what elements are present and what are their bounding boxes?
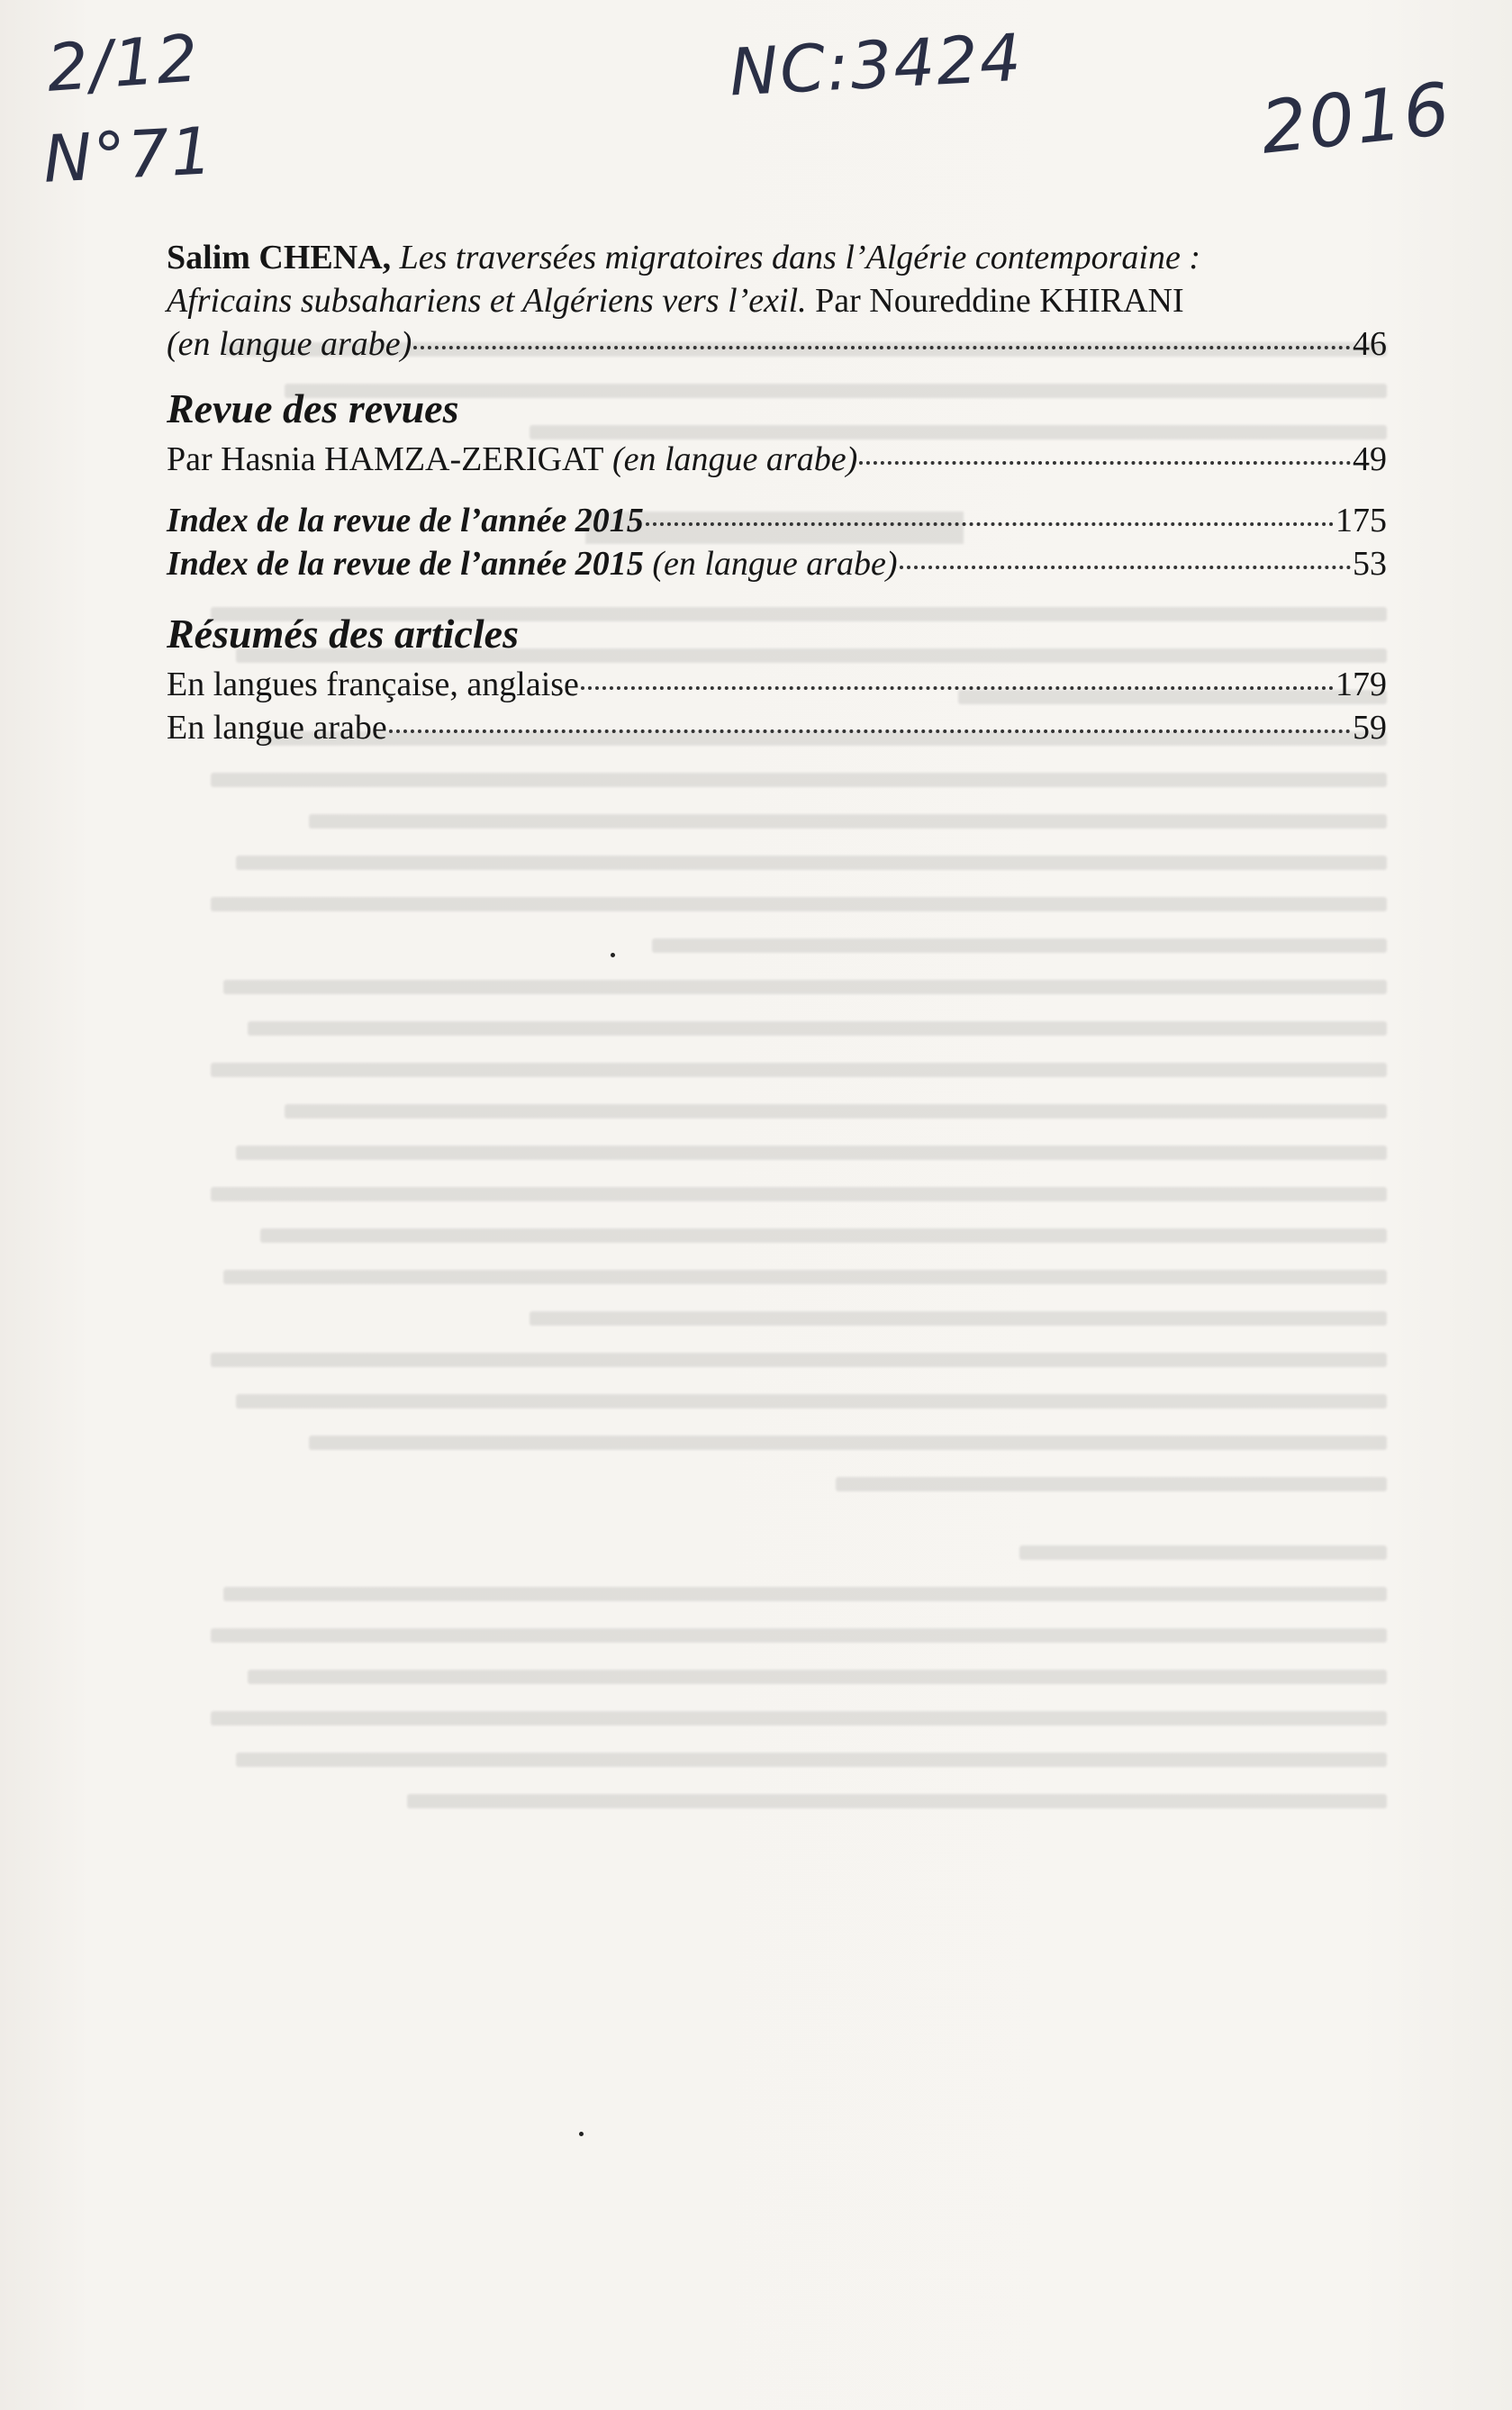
entry-text: Index de la revue de l’année 2015	[167, 502, 644, 539]
entry-author: Salim CHENA,	[167, 239, 392, 276]
entry-text: Index de la revue de l’année 2015	[167, 545, 644, 583]
entry-text: En langue arabe	[167, 709, 387, 747]
handwritten-fraction: 2/12	[44, 20, 203, 106]
toc-entry-resume-ar	[167, 706, 1387, 749]
entry-text: En langues française, anglaise	[167, 666, 579, 703]
table-of-contents	[167, 236, 1387, 749]
entry-language-note: (en langue arabe)	[167, 325, 412, 363]
handwritten-reference: NC:3424	[728, 19, 1025, 111]
dot-leader	[581, 677, 1334, 690]
toc-entry-revue	[167, 438, 1387, 481]
dot-leader	[413, 337, 1351, 349]
toc-entry-index-arabic	[167, 542, 1387, 585]
scan-speck	[611, 953, 615, 957]
entry-reviewer: Par Noureddine KHIRANI	[815, 282, 1184, 320]
section-heading-revue-des-revues: Revue des revues	[167, 385, 459, 431]
entry-language-note: (en langue arabe)	[611, 440, 858, 478]
entry-title-line-2: Africains subsahariens et Algériens vers l’exil.	[167, 282, 807, 320]
section-heading-resumes: Résumés des articles	[167, 611, 519, 657]
dot-leader	[646, 513, 1334, 526]
scan-speck	[579, 2132, 584, 2136]
entry-page-number: 179	[1335, 666, 1387, 703]
entry-page-number: 46	[1353, 325, 1387, 363]
entry-page-number: 175	[1335, 502, 1387, 539]
toc-entry-chena	[167, 236, 1387, 366]
entry-page-number: 59	[1353, 709, 1387, 747]
dot-leader	[859, 452, 1351, 465]
handwritten-issue-number: N°71	[41, 113, 216, 197]
dot-leader	[389, 720, 1351, 733]
toc-entry-resume-fr-en	[167, 663, 1387, 706]
entry-title-line-1: Les traversées migratoires dans l’Algérie contemporaine :	[399, 239, 1200, 276]
entry-text: Par Hasnia HAMZA-ZERIGAT	[167, 440, 604, 478]
entry-page-number: 53	[1353, 545, 1387, 583]
handwritten-year: 2016	[1256, 67, 1455, 170]
dot-leader	[900, 557, 1351, 569]
entry-page-number: 49	[1353, 440, 1387, 478]
entry-language-note: (en langue arabe)	[652, 545, 898, 583]
toc-entry-index	[167, 499, 1387, 542]
